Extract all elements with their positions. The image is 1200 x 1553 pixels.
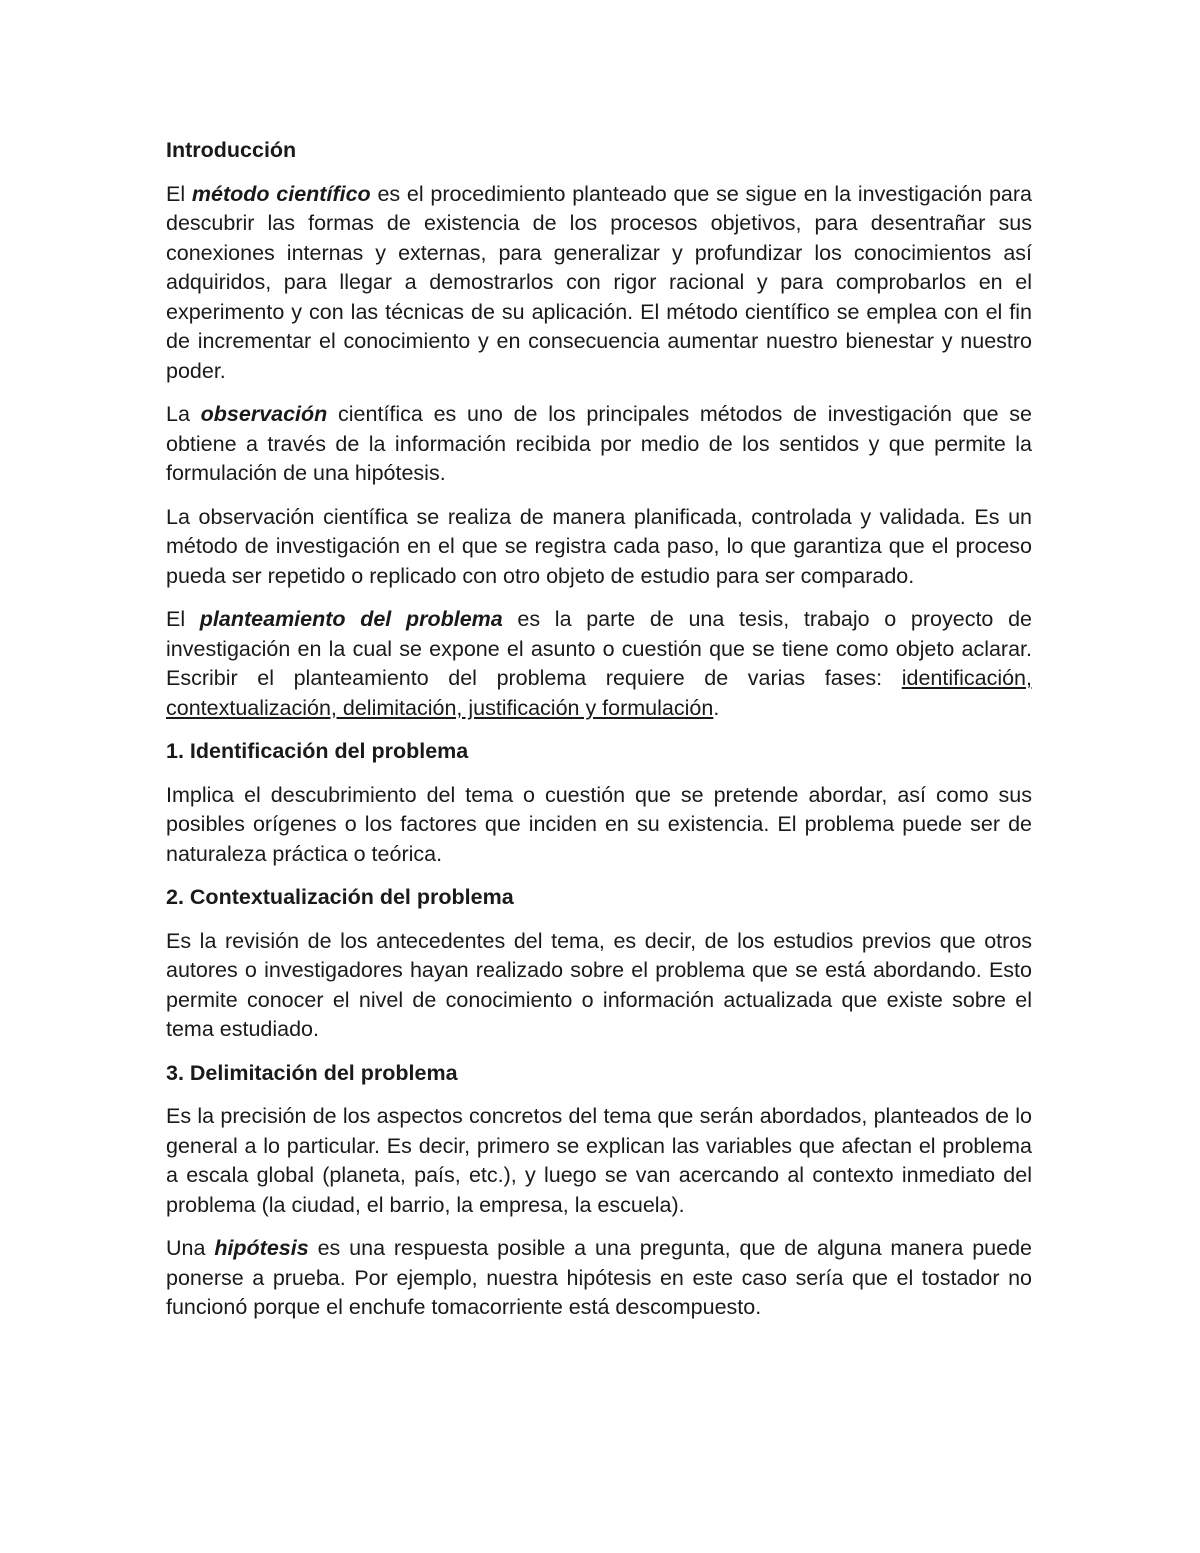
p2-post: científica es uno de los principales métodos de investigación que se obtiene a través de la información recibida por medio de los sentidos y que permite la formulación de una hipótesis. [166, 402, 1033, 485]
paragraph-observacion-cientifica: La observación científica se realiza de manera planificada, controlada y validada. Es un método de investigación en el que se registra cada paso, lo que garantiza que el proceso pueda ser repetido o replicado con otro objeto de estudio para ser comparado. [166, 504, 1032, 588]
p4-pre: El [166, 607, 200, 631]
term-planteamiento: planteamiento del problema [199, 607, 503, 631]
term-hipotesis: hipótesis [214, 1236, 309, 1260]
phases-underlined: identificación, contextualización, delimitación, justificación y formulación [166, 666, 1032, 720]
intro-heading: Introducción [166, 138, 297, 162]
term-metodo-cientifico: método científico [191, 181, 371, 206]
heading-contextualizacion: 2. Contextualización del problema [166, 885, 514, 909]
paragraph-contextualizacion: Es la revisión de los antecedentes del tema, es decir, de los estudios previos que otros autores o investigadores hayan realizado sobre el problema que se está abordando. Esto permite conocer el nivel de conocimiento o información actualizada que existe sobre el tema estudiado. [166, 928, 1032, 1041]
p4-mid: es la parte de una tesis, trabajo o proyecto de investigación en la cual se expone el asunto o cuestión que se tiene como objeto aclarar. Escribir el planteamiento del problema requiere de varias fases: [166, 607, 1032, 690]
paragraph-delimitacion: Es la precisión de los aspectos concretos del tema que serán abordados, planteados de lo general a lo particular. Es decir, primero se explican las variables que afectan el problema a escala global (planeta, país, etc.), y luego se van acercando al contexto inmediato del problema (la ciudad, el barrio, la empresa, la escuela). [166, 1104, 1032, 1217]
p8-pre: Una [166, 1236, 215, 1260]
paragraph-hipotesis [166, 1234, 1032, 1323]
p4-end: . [713, 695, 720, 720]
paragraph-planteamiento [166, 605, 1032, 723]
paragraph-identificacion: Implica el descubrimiento del tema o cuestión que se pretende abordar, así como sus posibles orígenes o los factores que inciden en su existencia. El problema puede ser de naturaleza práctica o teórica. [166, 782, 1032, 866]
document-page [166, 136, 1032, 1337]
paragraph-observacion [166, 400, 1032, 489]
heading-identificacion: 1. Identificación del problema [166, 739, 469, 763]
p1-post: es el procedimiento planteado que se sigue en la investigación para descubrir las formas de existencia de los procesos objetivos, para desentrañar sus conexiones internas y externas, para generalizar y profundizar los conocimientos así adquiridos, para llegar a demostrarlos con rigor racional y para comprobarlos en el experimento y con las técnicas de su aplicación. El método científico se emplea con el fin de incrementar el conocimiento y en consecuencia aumentar nuestro bienestar y nuestro poder. [166, 181, 1032, 383]
p8-post: es una respuesta posible a una pregunta, que de alguna manera puede ponerse a prueba. Por ejemplo, nuestra hipótesis en este caso sería que el tostador no funcionó porque el enchufe tomacorriente está descompuesto. [166, 1236, 1032, 1319]
paragraph-metodo-cientifico [166, 180, 1032, 387]
heading-delimitacion: 3. Delimitación del problema [166, 1060, 458, 1085]
term-observacion: observación [200, 402, 328, 426]
p1-pre: El [166, 181, 192, 206]
p2-pre: La [166, 402, 201, 426]
